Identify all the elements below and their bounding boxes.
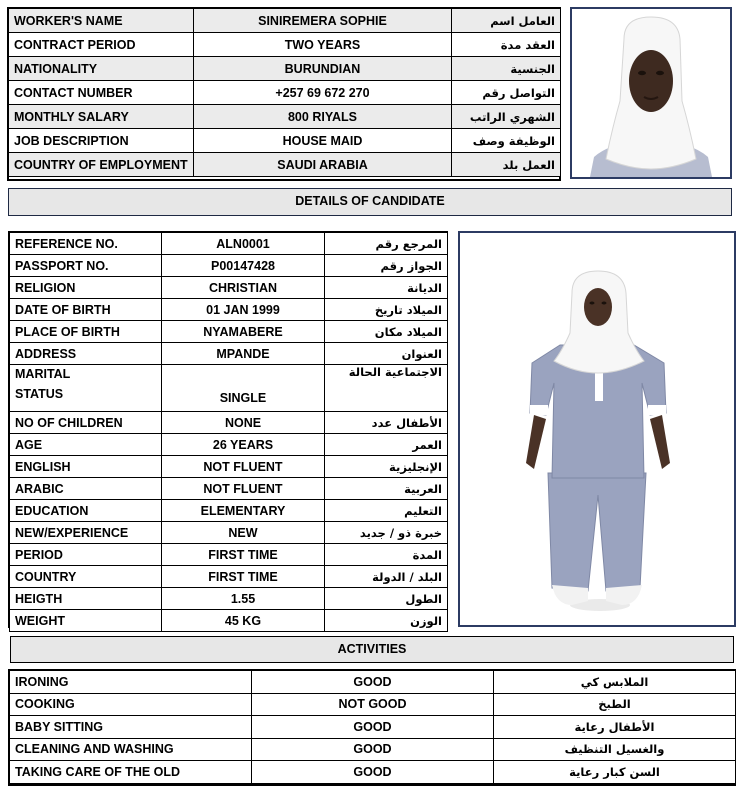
candidate-label: ADDRESS bbox=[10, 343, 162, 365]
candidate-label: PASSPORT NO. bbox=[10, 255, 162, 277]
candidate-label: NO OF CHILDREN bbox=[10, 412, 162, 434]
activity-row bbox=[10, 671, 736, 694]
candidate-value: P00147428 bbox=[162, 255, 325, 277]
worker-info-label: COUNTRY OF EMPLOYMENT bbox=[9, 153, 194, 177]
candidate-label: NEW/EXPERIENCE bbox=[10, 522, 162, 544]
candidate-row bbox=[10, 343, 448, 365]
candidate-value: 45 KG bbox=[162, 610, 325, 632]
candidate-value: CHRISTIAN bbox=[162, 277, 325, 299]
candidate-row bbox=[10, 434, 448, 456]
activity-value: GOOD bbox=[252, 716, 494, 739]
activity-row bbox=[10, 693, 736, 716]
details-section-header bbox=[8, 188, 732, 216]
worker-info-arabic-label: التواصل رقم bbox=[452, 81, 561, 105]
activity-label: BABY SITTING bbox=[10, 716, 252, 739]
worker-info-value: BURUNDIAN bbox=[194, 57, 452, 81]
candidate-value: 26 YEARS bbox=[162, 434, 325, 456]
worker-info-row bbox=[9, 9, 561, 33]
candidate-arabic-label: الأطفال عدد bbox=[325, 412, 448, 434]
headshot-photo bbox=[570, 7, 732, 179]
candidate-row bbox=[10, 233, 448, 255]
worker-info-value: SINIREMERA SOPHIE bbox=[194, 9, 452, 33]
candidate-label: HEIGTH bbox=[10, 588, 162, 610]
worker-info-label: JOB DESCRIPTION bbox=[9, 129, 194, 153]
activities-table bbox=[9, 670, 736, 784]
candidate-value: NONE bbox=[162, 412, 325, 434]
candidate-arabic-label: الديانة bbox=[325, 277, 448, 299]
candidate-row bbox=[10, 544, 448, 566]
candidate-arabic-label: العنوان bbox=[325, 343, 448, 365]
worker-info-label: WORKER'S NAME bbox=[9, 9, 194, 33]
candidate-value: FIRST TIME bbox=[162, 566, 325, 588]
candidate-arabic-label: العربية bbox=[325, 478, 448, 500]
candidate-row bbox=[10, 412, 448, 434]
activity-arabic-label: السن كبار رعاية bbox=[494, 761, 736, 784]
full-body-photo bbox=[458, 231, 736, 627]
worker-info-label: CONTRACT PERIOD bbox=[9, 33, 194, 57]
candidate-label: PLACE OF BIRTH bbox=[10, 321, 162, 343]
activity-arabic-label: الملابس كي bbox=[494, 671, 736, 694]
candidate-arabic-label: الطول bbox=[325, 588, 448, 610]
details-title: DETAILS OF CANDIDATE bbox=[295, 194, 445, 208]
candidate-row bbox=[10, 255, 448, 277]
worker-info-label: NATIONALITY bbox=[9, 57, 194, 81]
headshot-image bbox=[572, 9, 730, 177]
worker-info-arabic-label: الجنسية bbox=[452, 57, 561, 81]
worker-info-value: 800 RIYALS bbox=[194, 105, 452, 129]
worker-info-row bbox=[9, 57, 561, 81]
worker-info-arabic-label: الشهري الراتب bbox=[452, 105, 561, 129]
candidate-row bbox=[10, 299, 448, 321]
activity-label: IRONING bbox=[10, 671, 252, 694]
activity-row bbox=[10, 761, 736, 784]
candidate-label: AGE bbox=[10, 434, 162, 456]
candidate-arabic-label: الميلاد مكان bbox=[325, 321, 448, 343]
candidate-row bbox=[10, 500, 448, 522]
candidate-value: MPANDE bbox=[162, 343, 325, 365]
activity-arabic-label: الأطفال رعاية bbox=[494, 716, 736, 739]
activities-section-header bbox=[10, 636, 734, 663]
activity-row bbox=[10, 716, 736, 739]
candidate-details-table bbox=[9, 232, 448, 632]
candidate-label: WEIGHT bbox=[10, 610, 162, 632]
candidate-value: ALN0001 bbox=[162, 233, 325, 255]
candidate-label bbox=[10, 365, 162, 412]
activity-value: GOOD bbox=[252, 671, 494, 694]
worker-info-arabic-label: الوظيفة وصف bbox=[452, 129, 561, 153]
candidate-arabic-label: التعليم bbox=[325, 500, 448, 522]
candidate-arabic-label: خبرة ذو / جديد bbox=[325, 522, 448, 544]
candidate-label: PERIOD bbox=[10, 544, 162, 566]
candidate-row bbox=[10, 610, 448, 632]
candidate-arabic-label: المدة bbox=[325, 544, 448, 566]
activities-title: ACTIVITIES bbox=[337, 642, 407, 656]
candidate-value: SINGLE bbox=[162, 365, 325, 412]
candidate-row bbox=[10, 365, 448, 412]
worker-info-arabic-label: العامل اسم bbox=[452, 9, 561, 33]
candidate-label-line: MARITAL bbox=[15, 367, 71, 381]
candidate-label: RELIGION bbox=[10, 277, 162, 299]
candidate-value: NOT FLUENT bbox=[162, 456, 325, 478]
candidate-arabic-label: الاجتماعية الحالة bbox=[325, 365, 448, 412]
activity-label: TAKING CARE OF THE OLD bbox=[10, 761, 252, 784]
candidate-value: 1.55 bbox=[162, 588, 325, 610]
candidate-label: COUNTRY bbox=[10, 566, 162, 588]
worker-info-row bbox=[9, 153, 561, 177]
activity-value: NOT GOOD bbox=[252, 693, 494, 716]
candidate-label: ARABIC bbox=[10, 478, 162, 500]
worker-info-arabic-label: العمل بلد bbox=[452, 153, 561, 177]
worker-info-table bbox=[8, 8, 561, 177]
candidate-label-line: STATUS bbox=[15, 387, 64, 401]
worker-info-label: CONTACT NUMBER bbox=[9, 81, 194, 105]
candidate-row bbox=[10, 277, 448, 299]
candidate-label: DATE OF BIRTH bbox=[10, 299, 162, 321]
candidate-row bbox=[10, 456, 448, 478]
worker-info-row bbox=[9, 81, 561, 105]
candidate-row bbox=[10, 566, 448, 588]
candidate-arabic-label: الوزن bbox=[325, 610, 448, 632]
candidate-value: NOT FLUENT bbox=[162, 478, 325, 500]
activity-label: COOKING bbox=[10, 693, 252, 716]
candidate-arabic-label: المرجع رقم bbox=[325, 233, 448, 255]
candidate-row bbox=[10, 588, 448, 610]
candidate-arabic-label: الإنجليزية bbox=[325, 456, 448, 478]
candidate-value: NEW bbox=[162, 522, 325, 544]
worker-info-value: HOUSE MAID bbox=[194, 129, 452, 153]
activity-row bbox=[10, 738, 736, 761]
worker-info-label: MONTHLY SALARY bbox=[9, 105, 194, 129]
candidate-row bbox=[10, 522, 448, 544]
worker-info-row bbox=[9, 129, 561, 153]
worker-info-value: +257 69 672 270 bbox=[194, 81, 452, 105]
activity-value: GOOD bbox=[252, 761, 494, 784]
worker-info-row bbox=[9, 105, 561, 129]
candidate-arabic-label: الميلاد تاريخ bbox=[325, 299, 448, 321]
activity-arabic-label: الطبخ bbox=[494, 693, 736, 716]
candidate-arabic-label: الجواز رقم bbox=[325, 255, 448, 277]
candidate-value: FIRST TIME bbox=[162, 544, 325, 566]
activity-label: CLEANING AND WASHING bbox=[10, 738, 252, 761]
activity-arabic-label: والغسيل التنظيف bbox=[494, 738, 736, 761]
candidate-label: EDUCATION bbox=[10, 500, 162, 522]
worker-info-row bbox=[9, 33, 561, 57]
candidate-label: ENGLISH bbox=[10, 456, 162, 478]
worker-info-value: TWO YEARS bbox=[194, 33, 452, 57]
candidate-arabic-label: العمر bbox=[325, 434, 448, 456]
activity-value: GOOD bbox=[252, 738, 494, 761]
candidate-row bbox=[10, 321, 448, 343]
candidate-arabic-label: البلد / الدولة bbox=[325, 566, 448, 588]
candidate-value: NYAMABERE bbox=[162, 321, 325, 343]
candidate-label: REFERENCE NO. bbox=[10, 233, 162, 255]
full-body-image bbox=[460, 233, 734, 625]
worker-info-value: SAUDI ARABIA bbox=[194, 153, 452, 177]
candidate-row bbox=[10, 478, 448, 500]
candidate-value: ELEMENTARY bbox=[162, 500, 325, 522]
candidate-value: 01 JAN 1999 bbox=[162, 299, 325, 321]
worker-info-arabic-label: العقد مدة bbox=[452, 33, 561, 57]
